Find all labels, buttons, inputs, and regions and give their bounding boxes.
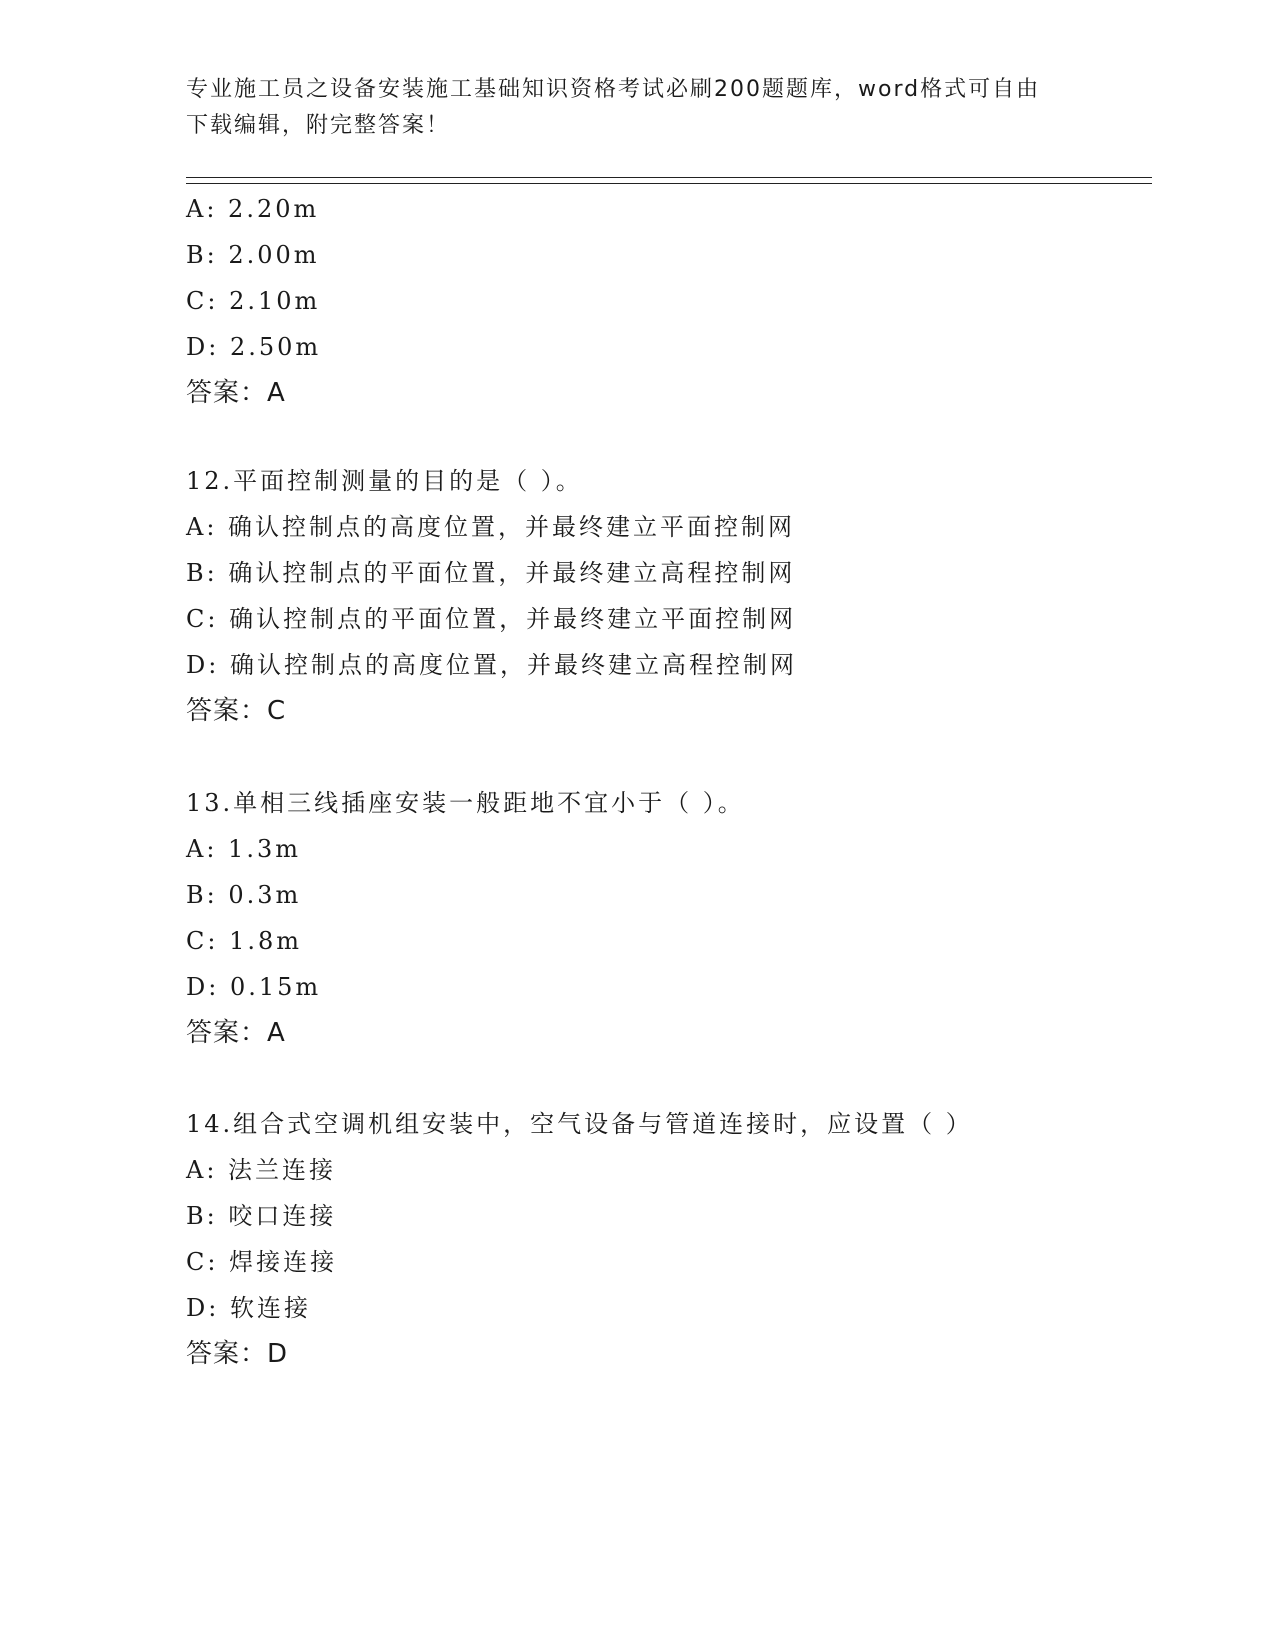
option-b: B: 咬口连接	[186, 1202, 337, 1230]
option-b: B: 0.3m	[186, 881, 302, 909]
question-text: 13.单相三线插座安装一般距地不宜小于（ ）。	[186, 789, 745, 817]
option-b: B: 2.00m	[186, 241, 320, 269]
option-a: A: 2.20m	[186, 195, 320, 223]
option-c: C: 焊接连接	[186, 1248, 338, 1276]
option-d: D: 2.50m	[186, 333, 322, 361]
option-c: C: 2.10m	[186, 287, 321, 315]
answer: 答案：C	[186, 696, 287, 726]
question-13	[186, 780, 1146, 1056]
option-b: B: 确认控制点的平面位置，并最终建立高程控制网	[186, 559, 796, 587]
question-text: 12.平面控制测量的目的是（ ）。	[186, 467, 583, 495]
answer: 答案：A	[186, 378, 286, 408]
header-line-2: 下载编辑，附完整答案！	[186, 113, 451, 138]
question-11	[186, 186, 1146, 416]
header-divider-top	[186, 177, 1152, 178]
header-divider-bottom	[186, 183, 1152, 184]
answer: 答案：A	[186, 1018, 286, 1048]
option-c: C: 1.8m	[186, 927, 303, 955]
answer: 答案：D	[186, 1339, 289, 1369]
question-text: 14.组合式空调机组安装中，空气设备与管道连接时，应设置（ ）	[186, 1110, 973, 1138]
option-a: A: 确认控制点的高度位置，并最终建立平面控制网	[186, 513, 796, 541]
option-a: A: 1.3m	[186, 835, 301, 863]
option-d: D: 0.15m	[186, 973, 322, 1001]
option-d: D: 确认控制点的高度位置，并最终建立高程控制网	[186, 651, 797, 679]
header-line-1: 专业施工员之设备安装施工基础知识资格考试必刷200题题库，word格式可自由	[186, 77, 1041, 102]
question-14	[186, 1101, 1146, 1377]
question-12	[186, 458, 1146, 734]
option-d: D: 软连接	[186, 1294, 311, 1322]
option-c: C: 确认控制点的平面位置，并最终建立平面控制网	[186, 605, 797, 633]
document-header	[186, 72, 1066, 144]
option-a: A: 法兰连接	[186, 1156, 337, 1184]
